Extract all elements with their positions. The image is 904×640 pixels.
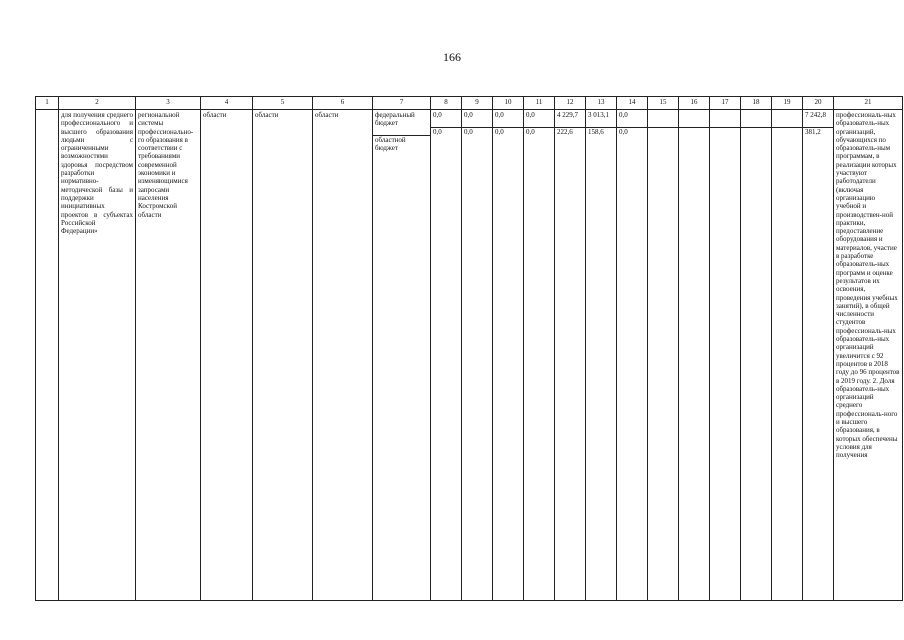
header-cell: 19 [772,97,803,110]
value-federal [681,111,707,127]
value-federal: 0,0 [526,111,535,119]
value-regional: 0,0 [462,127,492,136]
header-cell: 8 [431,97,462,110]
source-regional: областной бюджет [373,135,430,153]
header-cell: 6 [313,97,373,110]
header-cell: 1 [36,97,59,110]
value-federal [712,111,738,127]
cell-c18 [741,110,772,601]
cell-indicators: профессиональ-ных образователь-ных организаций, обучающихся по образователь-ным программам, в реализации которых участвуют работодатели (включая организацию учебной и производствен-ной практики, предоставление оборудования и материалов, участие в разработке образователь-ных программ и оценке результатов их освоения, проведения учебных занятий), в общей численности студентов профессиональ-ных образователь-ных организаций увеличится с 92 процентов в 2018 году до 96 процентов в 2019 году. 2. Доля образователь-ных организаций среднего профессиональ-ного и высшего образования, в которых обеспечены условия для получения [834,110,903,601]
cell-c17 [710,110,741,601]
value-regional: 0,0 [493,127,523,136]
header-cell: 20 [803,97,834,110]
cell-event-description: для получения среднего профессионального и высшего образования людьми с ограниченными возможностями здоровья посредством разработки нормативно-методической базы и поддержки инициативных проектов в субъектах Российской Федерации» [59,110,136,601]
cell-col5: области [253,110,313,601]
cell-goal-description: региональной системы профессионально-го образования в соответствии с требованиями современной экономики и изменяющимися запросами населения Костромской области [136,110,201,601]
source-federal: федеральный бюджет [375,111,415,128]
value-federal: 3 013,1 [588,111,609,119]
cell-c16 [679,110,710,601]
value-federal [774,111,800,127]
cell-col1 [36,110,59,601]
header-cell: 12 [555,97,586,110]
cell-c8 [431,110,462,601]
value-regional [710,127,740,128]
value-regional [741,127,771,128]
value-federal: 7 242,8 [805,111,826,119]
cell-c20 [803,110,834,601]
header-cell: 3 [136,97,201,110]
value-federal: 0,0 [619,111,628,119]
value-regional: 381,2 [803,127,833,136]
cell-funding-sources [373,110,431,601]
header-cell: 11 [524,97,555,110]
header-cell: 14 [617,97,648,110]
table-header-row [36,97,903,110]
header-cell: 18 [741,97,772,110]
cell-c19 [772,110,803,601]
header-cell: 9 [462,97,493,110]
value-regional [648,127,678,128]
value-regional [772,127,802,128]
value-regional: 158,6 [586,127,616,136]
program-table [35,96,903,601]
page-number: 166 [443,50,461,64]
header-cell: 15 [648,97,679,110]
value-regional [679,127,709,128]
value-regional: 222,6 [555,127,585,136]
value-regional: 0,0 [431,127,461,136]
header-cell: 4 [201,97,253,110]
header-cell: 21 [834,97,903,110]
header-cell: 17 [710,97,741,110]
header-cell: 2 [59,97,136,110]
header-cell: 5 [253,97,313,110]
cell-c14 [617,110,648,601]
cell-c11 [524,110,555,601]
value-federal: 4 229,7 [557,111,578,119]
value-federal [650,111,676,127]
value-federal [743,111,769,127]
header-cell: 10 [493,97,524,110]
value-federal: 0,0 [433,111,442,119]
header-cell: 7 [373,97,431,110]
cell-c12 [555,110,586,601]
cell-c10 [493,110,524,601]
cell-col4: области [201,110,253,601]
header-cell: 13 [586,97,617,110]
cell-c9 [462,110,493,601]
header-cell: 16 [679,97,710,110]
cell-c13 [586,110,617,601]
value-federal: 0,0 [495,111,504,119]
cell-col6: области [313,110,373,601]
value-federal: 0,0 [464,111,473,119]
value-regional: 0,0 [524,127,554,136]
cell-c15 [648,110,679,601]
table-row [36,110,903,601]
value-regional: 0,0 [617,127,647,136]
